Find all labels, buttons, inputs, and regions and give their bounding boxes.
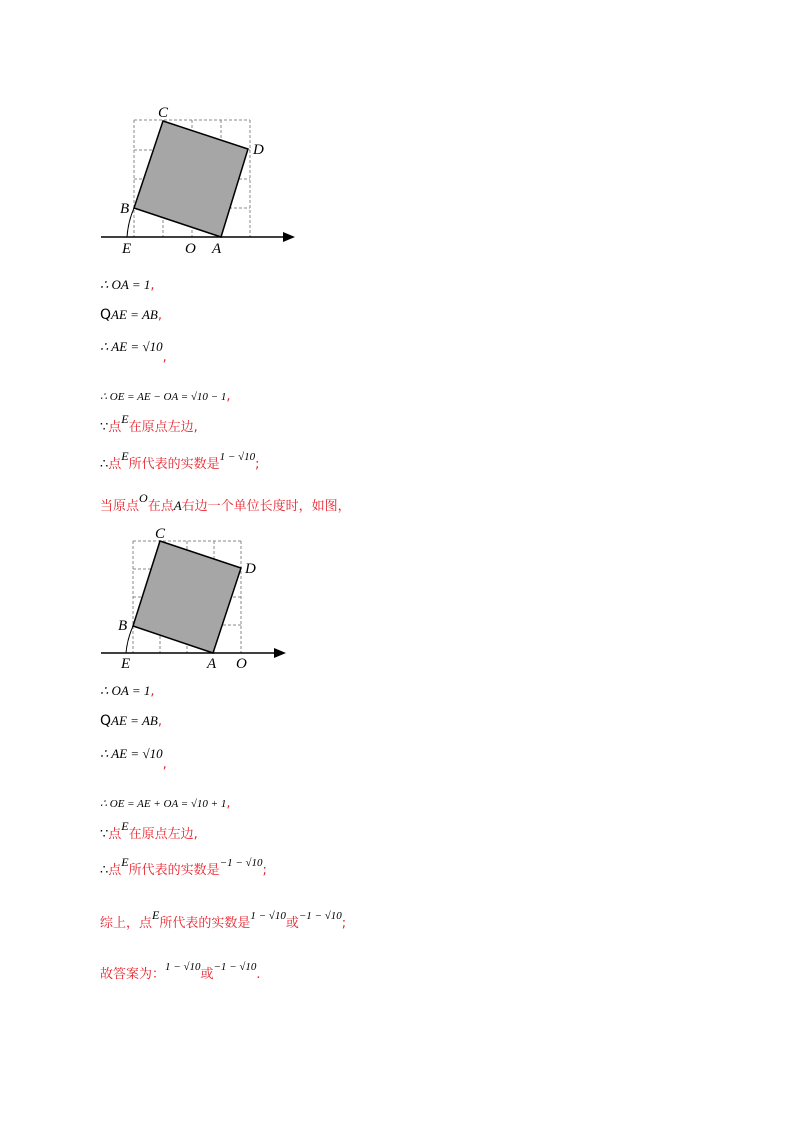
summary-v1: 1 − √10 bbox=[250, 910, 286, 922]
p2-l6-a: 点 bbox=[108, 863, 122, 878]
p2-l5-E: E bbox=[121, 819, 129, 833]
transition-line bbox=[100, 491, 351, 516]
summary-or: 或 bbox=[285, 916, 299, 931]
p2-l4-tail: , bbox=[226, 796, 231, 811]
p1-line-3 bbox=[100, 338, 167, 365]
label-A-2: A bbox=[207, 656, 217, 672]
summary-tail: ; bbox=[341, 916, 347, 931]
p2-l6-E: E bbox=[121, 855, 129, 869]
label-B-2: B bbox=[118, 618, 128, 634]
p2-l5-b: 在原点左边, bbox=[128, 827, 198, 842]
p2-l4-math: ∴ OE = AE + OA = √10 + 1 bbox=[100, 798, 227, 810]
p1-l2-math: AE = AB bbox=[111, 307, 158, 322]
p1-line-4 bbox=[100, 388, 231, 406]
p2-l3-tail: , bbox=[162, 757, 167, 772]
label-E-1: E bbox=[122, 241, 132, 257]
p1-l6-val: 1 − √10 bbox=[219, 451, 256, 463]
square-1 bbox=[134, 121, 248, 237]
p1-l2-q: Q bbox=[100, 307, 112, 323]
p1-l3-tail: , bbox=[162, 350, 167, 365]
p2-l5-because: ∵ bbox=[100, 827, 109, 842]
p2-l1-math: ∴ OA = 1 bbox=[100, 683, 151, 698]
p1-l3-math: ∴ AE = √10 bbox=[100, 339, 163, 354]
p1-l2-tail: , bbox=[157, 308, 162, 323]
p1-l6-tail: ; bbox=[255, 457, 260, 472]
p1-line-2 bbox=[100, 306, 162, 325]
p2-l1-tail: , bbox=[150, 684, 155, 699]
answer-a: 故答案为： bbox=[100, 967, 166, 982]
label-D-1: D bbox=[253, 142, 264, 158]
p1-l6-b: 所代表的实数是 bbox=[128, 457, 220, 472]
label-D-2: D bbox=[245, 561, 256, 577]
p1-l1-tail: , bbox=[150, 278, 155, 293]
transition-b: 在点 bbox=[147, 499, 174, 514]
p2-l3-math: ∴ AE = √10 bbox=[100, 746, 163, 761]
p2-l2-math: AE = AB bbox=[111, 713, 158, 728]
axis-arrow-2 bbox=[274, 648, 286, 658]
summary-E: E bbox=[152, 908, 160, 922]
p1-l4-tail: , bbox=[226, 389, 231, 404]
p2-line-6 bbox=[100, 855, 267, 880]
summary-line bbox=[100, 908, 347, 933]
p2-l6-tail: ; bbox=[262, 863, 267, 878]
p2-l5-a: 点 bbox=[108, 827, 122, 842]
p1-l5-a: 点 bbox=[108, 420, 122, 435]
p1-l4-math: ∴ OE = AE − OA = √10 − 1 bbox=[100, 391, 227, 403]
transition-A: A bbox=[173, 498, 182, 513]
answer-v1: 1 − √10 bbox=[165, 961, 201, 973]
p2-l2-tail: , bbox=[157, 714, 162, 729]
p2-line-4 bbox=[100, 795, 231, 813]
p1-line-1 bbox=[100, 276, 155, 295]
label-E-2: E bbox=[121, 656, 131, 672]
p1-l5-b: 在原点左边, bbox=[128, 420, 198, 435]
transition-a: 当原点 bbox=[100, 499, 140, 514]
p2-l6-therefore: ∴ bbox=[100, 863, 109, 878]
p1-l5-E: E bbox=[121, 412, 129, 426]
answer-v2: −1 − √10 bbox=[213, 961, 257, 973]
transition-c: 右边一个单位长度时，如图， bbox=[181, 499, 351, 514]
answer-line bbox=[100, 961, 261, 984]
p2-line-2 bbox=[100, 712, 162, 731]
p2-l2-q: Q bbox=[100, 713, 112, 729]
summary-v2: −1 − √10 bbox=[298, 910, 342, 922]
axis-arrow-1 bbox=[283, 232, 295, 242]
label-O-2: O bbox=[236, 656, 247, 672]
answer-tail: . bbox=[256, 967, 261, 982]
p2-line-1 bbox=[100, 682, 155, 701]
label-O-1: O bbox=[185, 241, 196, 257]
p2-line-5 bbox=[100, 819, 198, 844]
answer-or: 或 bbox=[200, 967, 214, 982]
p1-l6-E: E bbox=[121, 449, 129, 463]
summary-a: 综上，点 bbox=[100, 916, 153, 931]
p2-l6-b: 所代表的实数是 bbox=[128, 863, 220, 878]
p1-l6-a: 点 bbox=[108, 457, 122, 472]
p1-l5-because: ∵ bbox=[100, 420, 109, 435]
square-2 bbox=[133, 541, 241, 653]
p2-line-3 bbox=[100, 745, 167, 772]
label-C-1: C bbox=[158, 105, 169, 121]
label-A-1: A bbox=[212, 241, 222, 257]
p1-l1-math: ∴ OA = 1 bbox=[100, 277, 151, 292]
label-B-1: B bbox=[120, 201, 130, 217]
summary-b: 所代表的实数是 bbox=[159, 916, 251, 931]
p1-line-5 bbox=[100, 412, 198, 437]
p1-line-6 bbox=[100, 449, 260, 474]
label-C-2: C bbox=[155, 526, 166, 542]
p2-l6-val: −1 − √10 bbox=[219, 857, 263, 869]
transition-O: O bbox=[139, 491, 148, 505]
p1-l6-therefore: ∴ bbox=[100, 457, 109, 472]
